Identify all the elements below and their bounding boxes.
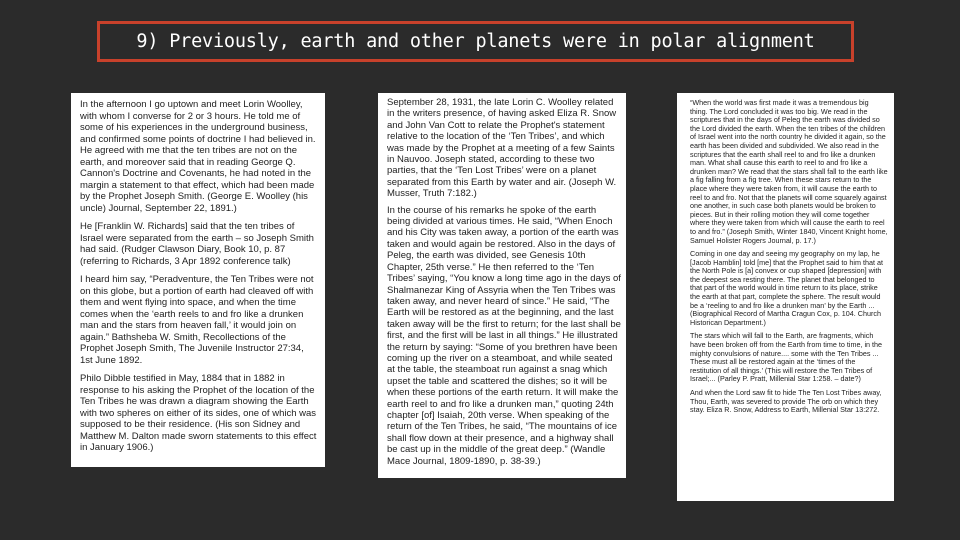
quote-paragraph: Philo Dibble testified in May, 1884 that in 1882 in response to his asking the Prophet of the location of the Ten Tribes he was drawn a diagram showing the Earth with two spheres on either of its sides, one of which was supposed to be their residence. (His son Sidney and Matthew M. Dalton made sworn statements to this effect in January 1906.)	[80, 373, 317, 453]
quote-paragraph: Coming in one day and seeing my geography on my lap, he [Jacob Hamblin] told [me] that the Prophet said to him that at the North Pole is [a] convex or cup shaped [depression] with the deepest sea resting there. The planet that belonged to that part of the world would in time return to its place, strike the earth at that part, complete the sphere. The result would be a ‘reeling to and fro like a drunken man’ by the Earth ... (Biographical Record of Martha Cragun Cox, p. 104. Church Historican Department.)	[690, 249, 883, 327]
quote-column-1	[71, 93, 325, 467]
quote-paragraph: And when the Lord saw fit to hide The Ten Lost Tribes away, Thou, Earth, was severed to provide The orb on which they stay. Eliza R. Snow, Address to Earth, Millenial Star 13:272.	[690, 388, 882, 415]
quote-column-2	[378, 93, 626, 478]
quote-paragraph: In the course of his remarks he spoke of the earth being divided at various times. He said, “When Enoch and his City was taken away, a portion of the earth was taken and would again be restored. Also in the days of Peleg, the earth was divided, see Genesis 10th Chapter, 25th verse.” He then referred to the ‘Ten Tribes’ saying, “You know a long time ago in the days of Shalmanezar King of Assyria when the Ten Tribes was taken away, and never heard of since.” He said, “The Earth will be restored as at the beginning, and the last taken away will be the first to return; for the last shall be first, and the first will be last in all things.” He illustrated the return by saying: “Some of you brethren have been coming up the river on a steamboat, and while seated at the table, the steamboat run against a snag which upset the table and scattered the dishes; so it will be when these portions of the earth return. It will make the earth reel to and fro like a drunken man,” quoting 24th chapter [of] Isaiah, 20th verse. When speaking of the return of the Ten Tribes, he said, “The mountains of ice shall flow down at their presence, and a highway shall be cast up in the middle of the great deep.” (Wandle Mace Journal, 1809-1890, p. 38-39.)	[387, 204, 621, 467]
quote-paragraph: “When the world was first made it was a tremendous big thing. The Lord concluded it was too big. We read in the scriptures that in the days of Peleg the earth was divided so the Lord divided the earth. When the ten tribes of the children of Israel went into the north country he divided it again, so the earth has been divided and subdivided. We also read in the scriptures that the earth shall reel to and fro like a drunken man. What shall cause this earth to reel to and fro like a drunken man? We read that the stars shall fall to the earth like a fig falling from a fig tree. When these stars return to the place where they were taken from, it will cause the earth to reel to and fro. Not that the planets will come squarely against one another, in such case both planets would be broken to pieces. But in their rolling motion they will come together where they were taken from which will cause the earth to reel to and fro.” (Joseph Smith, Winter 1840, Vincent Knight home, Samuel Holister Rogers Journal, p. 17.)	[690, 98, 888, 245]
slide-title: 9) Previously, earth and other planets were in polar alignment	[136, 31, 815, 52]
slide-title-box	[97, 21, 854, 62]
quote-paragraph: He [Franklin W. Richards] said that the ten tribes of Israel were separated from the earth – so Joseph Smith had said. (Rudger Clawson Diary, Book 10, p. 87 (referring to Richards, 3 Apr 1892 conference talk)	[80, 221, 314, 267]
quote-paragraph: The stars which will fall to the Earth, are fragments, which have been broken off from the Earth from time to time, in the mighty convulsions of nature.... some with the Ten Tribes ... These must all be restored again at the ‘times of the restitution of all things.’ (This will restore the Ten Tribes of Israel;... (Parley P. Pratt, Millenial Star 1:258. – date?)	[690, 331, 883, 384]
quote-paragraph: In the afternoon I go uptown and meet Lorin Woolley, with whom I converse for 2 or 3 hours. He told me of some of his experiences in the underground business, and confirmed some points of doctrine I had believed in. He agreed with me that the ten tribes are not on the earth, and moreover said that in reading George Q. Cannon's Doctrine and Covenants, he had noted in the margin a statement to that effect, which had been made by the Prophet Joseph Smith. (George E. Woolley (his uncle) Journal, September 22, 1891.)	[80, 99, 316, 214]
quote-column-3	[677, 93, 894, 501]
quote-paragraph: September 28, 1931, the late Lorin C. Woolley related in the writers presence, of having asked Eliza R. Snow and John Van Cott to relate the Prophet's statement relative to the location of the ‘Ten Tribes’, and which was made by the Prophet at a meeting of a few Saints in Nauvoo. Joseph stated, according to these two parties, that the ‘Ten Lost Tribes’ were on a planet separated from this Earth by water and air. (Joseph W. Musser, Truth 7:182.)	[387, 97, 617, 200]
quote-paragraph: I heard him say, “Peradventure, the Ten Tribes were not on this globe, but a portion of earth had cleaved off with them and went flying into space, and when the time comes when the ‘earth reels to and fro like a drunken man and the stars from heaven fall,’ it would join on again.” Bathsheba W. Smith, Recollections of the Prophet Joseph Smith, The Juvenile Instructor 27:34, 1st June 1892.	[80, 274, 314, 366]
